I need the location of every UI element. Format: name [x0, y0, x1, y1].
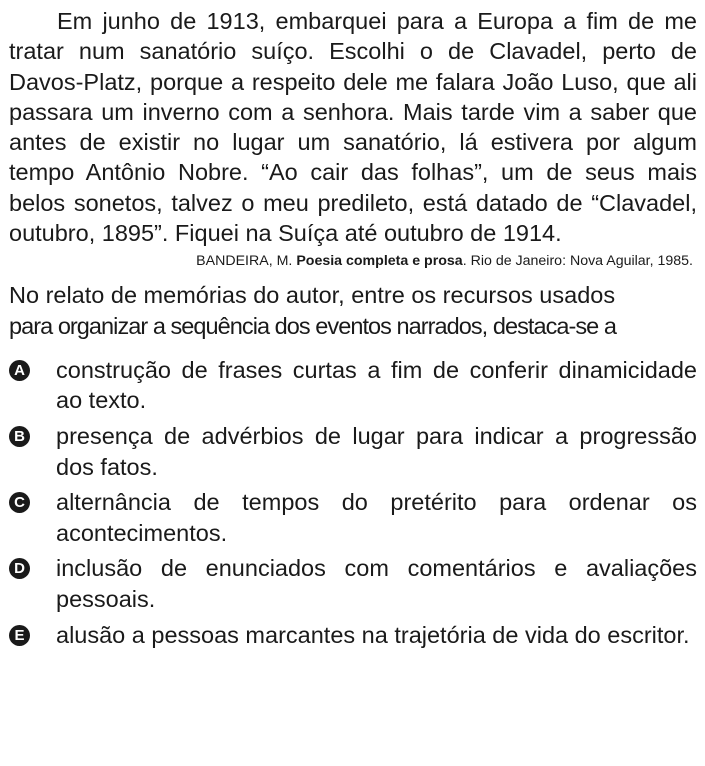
question-stem — [9, 280, 697, 341]
option-letter-b-badge: B — [9, 426, 30, 447]
answer-option-b[interactable] — [9, 421, 697, 482]
option-b-text: presença de advérbios de lugar para indicar a progressão dos fatos. — [56, 423, 697, 480]
citation-author: BANDEIRA, M. — [196, 253, 293, 270]
option-a-text: construção de frases curtas a fim de conferir dinamicidade ao texto. — [56, 357, 697, 414]
option-letter-a-badge: A — [9, 360, 30, 381]
question-stem-line-1: No relato de memórias do autor, entre os recursos usados — [9, 282, 616, 309]
answer-options — [9, 355, 697, 650]
answer-option-e[interactable] — [9, 620, 697, 650]
answer-option-c[interactable] — [9, 487, 697, 548]
option-d-text: inclusão de enunciados com comentários e avaliações pessoais. — [56, 555, 697, 612]
passage-text: Em junho de 1913, embarquei para a Europa a fim de me tratar num sanatório suíço. Escolhi o de Clavadel, perto de Davos-Platz, porque a respeito dele me falara João Luso, que ali passara um inverno com a senhora. Mais tarde vim a saber que antes de existir no lugar um sanatório, lá estivera por algum tempo Antônio Nobre. “Ao cair das folhas”, um de seus mais belos sonetos, talvez o meu predileto, está datado de “Clavadel, outubro, 1895”. Fiquei na Suíça até outubro de 1914. — [9, 8, 697, 247]
option-letter-c-badge: C — [9, 492, 30, 513]
option-letter-e-badge: E — [9, 625, 30, 646]
answer-option-a[interactable] — [9, 355, 697, 416]
question-stem-line-2: para organizar a sequência dos eventos narrados, destaca-se a — [9, 312, 616, 339]
citation-publication: . Rio de Janeiro: Nova Aguilar, 1985. — [462, 253, 693, 270]
answer-option-d[interactable] — [9, 553, 697, 614]
citation-title: Poesia completa e prosa — [296, 253, 463, 270]
option-e-text: alusão a pessoas marcantes na trajetória de vida do escritor. — [56, 621, 690, 648]
option-letter-d-badge: D — [9, 558, 30, 579]
option-c-text: alternância de tempos do pretérito para ordenar os acontecimentos. — [56, 489, 697, 546]
citation — [9, 252, 693, 270]
